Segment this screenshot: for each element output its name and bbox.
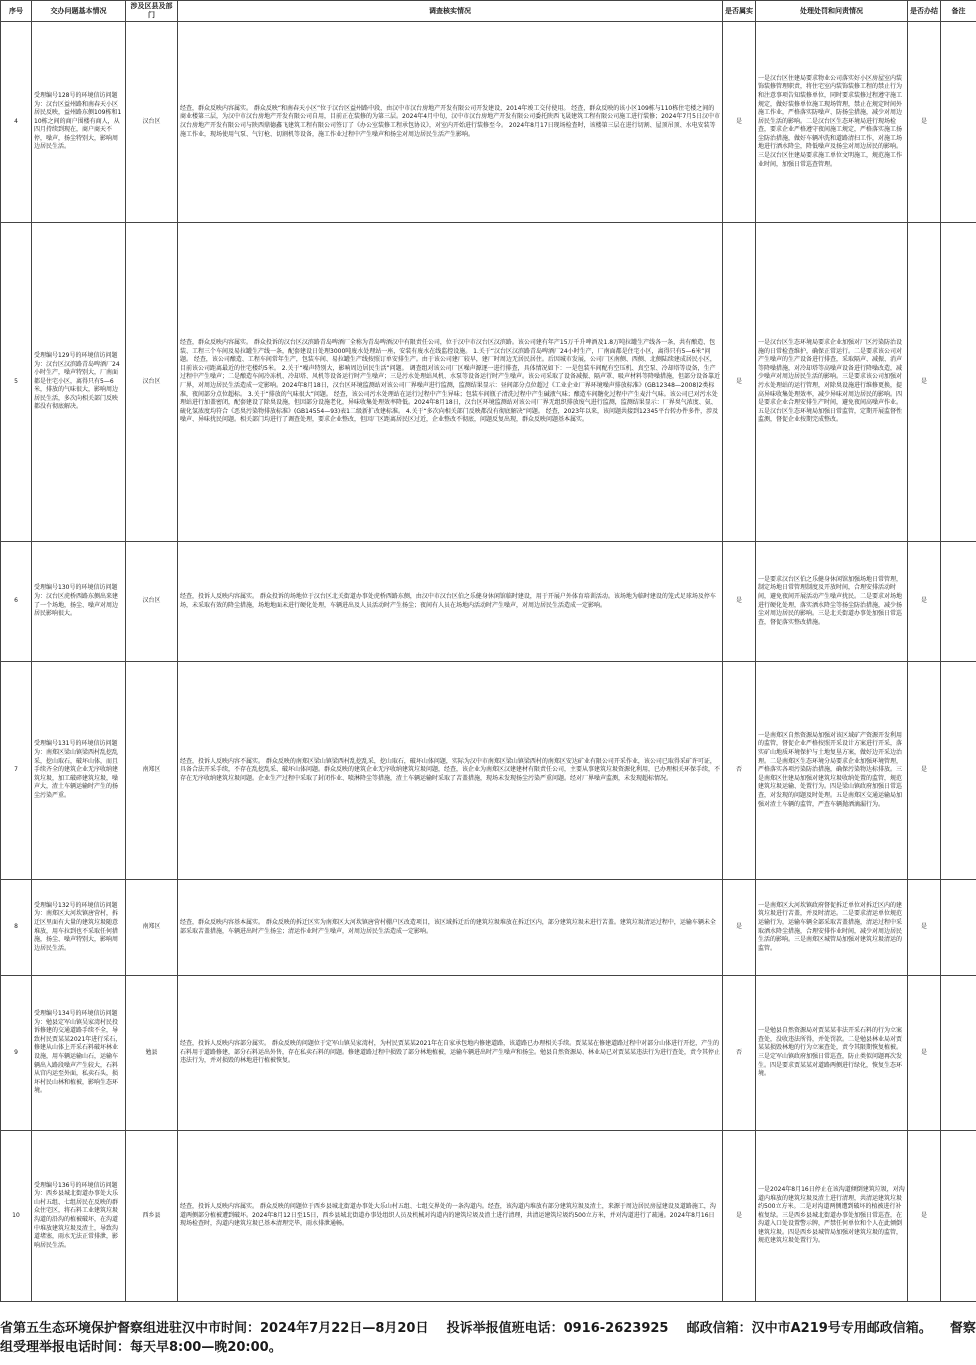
table-row <box>1 22 976 223</box>
row-num: 6 <box>1 542 32 662</box>
row-survey: 经查，投诉人反映内容属实。 群众投诉的场地位于汉台区北关街道办事处虎桥西路东侧，由汉中市汉台区伯之乐健身休闲馆临时建设，用于开展户外体育培训活动。该场地为临时建设的笼式足球场及停车场，未采取有效的降尘措施，场地地面未进行硬化处理，车辆进出及人员活动时产生扬尘；夜间有人员在场地内活动时产生噪声，对周边居民生活造成一定影响。 <box>178 542 723 662</box>
row-survey: 经查，投诉人反映内容不属实。 群众反映的南郑区梁山镇梁西村乱挖乱采，挖山取石，破坏山体问题，实际为汉中市南郑区梁山镇梁西村的南郑区安达矿业有限公司开采作业，该公司已取得采矿许可证，具备合法开采手续，不存在乱挖乱采、破坏山体问题。群众反映的建筑企业无序收纳建筑垃圾问题，经查，该企业为南郑区汉建建材有限责任公司，主要从事建筑垃圾资源化利用，已办理相关环保手续，不存在无序收纳建筑垃圾问题。企业生产过程中采取了封闭作业、喷淋降尘等措施，渣土车辆运输时采取了苫盖措施，现场未发现扬尘污染严重问题。经对厂界噪声监测，未发现超标情况。 <box>178 662 723 880</box>
row-note <box>941 880 976 976</box>
row-note <box>941 22 976 223</box>
row-closed: 是 <box>908 880 941 976</box>
row-closed: 是 <box>908 662 941 880</box>
row-handle: 一是勉县自然资源局对贾某某非法开采石料的行为立案查处，没收违法所得，并处罚款。二是勉县林业局对贾某某损毁林地的行为立案查处，责令其限期恢复植被。三是定军山镇政府加强日常巡查，防止类似问题再次发生。四是要求贾某某对道路两侧进行绿化，恢复生态环境。 <box>756 976 908 1131</box>
header-survey: 调查核实情况 <box>178 1 723 22</box>
row-verified: 是 <box>723 542 756 662</box>
row-closed: 是 <box>908 976 941 1131</box>
row-note <box>941 542 976 662</box>
row-handle: 一是汉台区住建局要求物业公司落实好小区房屋室内装饰装修管理职责，将住宅室内装饰装修工程的禁止行为和注意事项告知装修单位，同时要求装修过程遵守施工规定，做好装修单位施工现场管理，禁止在规定时间外施工作业，严格落实防噪声、防扬尘措施，减少对周边居民生活的影响。二是汉台区生态环境局进行现场检查，要求企业严格遵守夜间施工规定，严格落实施工扬尘防治措施，做好车辆冲洗和道路清扫工作，对施工场地进行洒水降尘，降低噪声及扬尘对周边居民的影响。三是汉台区住建局要求施工单位文明施工，规范施工作业时间，加强日常巡查管理。 <box>756 22 908 223</box>
row-survey: 经查，群众反映内容属实。 群众反映“和南春天小区”位于汉台区益州路中段，由汉中市汉台房地产开发有限公司开发建设，2014年竣工交付使用。 经查，群众反映的该小区109栋与110栋住宅楼之间的商业楼第三层，为汉中市汉台房地产开发有限公司自用，目前正在装修的为第三层。2024年4月中旬，汉中市汉台房地产开发有限公司委托陕西飞晟建筑工程有限公司施工进行装修；2024年7月5日汉中市汉台房地产开发有限公司与陕西鼎德鑫飞建筑工程有限公司签订了《办公室装修工程承包协议》，对室内开始进行装修至今。 2024年8月17日现场检查时，该楼第三层在进行切割、屋顶吊顶、水电安装等施工作业，现场使用气泵、气钉枪、切割机等设备，施工作业过程中产生噪声和扬尘对周边居民生活产生影响。 <box>178 22 723 223</box>
footer-phone: 投诉举报值班电话：0916-2623925 <box>447 1321 669 1336</box>
row-issue: 受理编号132号的环境信访问题为：南郑区大河坎镇唐营村，拆迁区里面有大量的建筑垃圾随意堆放，用车拉到也不采取任何措施，扬尘、噪声特别大，影响周边居民生活。 <box>32 880 126 976</box>
row-closed: 是 <box>908 22 941 223</box>
row-closed: 是 <box>908 542 941 662</box>
row-verified: 是 <box>723 22 756 223</box>
table-row <box>1 880 976 976</box>
row-handle: 一是2024年8月16日停止在该沟道倾倒建筑垃圾，对沟道内堆放的建筑垃圾及渣土进行清理，共清运建筑垃圾约500立方米。二是对沟道两侧遭到破坏的植被进行补植复绿。三是西乡县城北街道办事处加强日常巡查，在沟道入口处设置警示牌，严禁任何单位和个人在此倾倒建筑垃圾。四是西乡县城管局加强对建筑垃圾的监管，规范建筑垃圾处置行为。 <box>756 1131 908 1302</box>
header-num: 序号 <box>1 1 32 22</box>
row-issue: 受理编号129号的环境信访问题为：汉台区汉滨路青岛啤酒厂24小时生产，噪声特别大，厂南面都是住宅小区，离得只有5—6米，排放的气味很大，影响周边居民生活，多次向相关部门反映都没有彻底解决。 <box>32 223 126 542</box>
row-verified: 是 <box>723 223 756 542</box>
row-district: 南郑区 <box>126 880 178 976</box>
row-issue: 受理编号134号的环境信访问题为：勉县定军山镇吴家湾村民投诉修建的交通道路手续不全，导致村民贾某某2021年进行采石，修建从山体上开采石料破坏林业设施，用车辆运输山石，运输车辆出入路段噪声产生较大，石料从宫内运至外面，私卖石头，损坏村民山林和植被，影响生态环境。 <box>32 976 126 1131</box>
footer-period: 省第五生态环境保护督察组进驻汉中市时间：2024年7月22日—8月20日 <box>0 1321 428 1336</box>
row-num: 7 <box>1 662 32 880</box>
row-verified: 否 <box>723 976 756 1131</box>
row-verified: 是 <box>723 1131 756 1302</box>
header-handle: 处理处罚和问责情况 <box>756 1 908 22</box>
row-issue: 受理编号128号的环境信访问题为：汉台区益州路和南春天小区居民反映，益州路东侧109栋和110栋之间的商户围楼有商人，从四月持续到现在，商户商天不停，噪声，扬尘特别大，影响周边居民生活。 <box>32 22 126 223</box>
table-row <box>1 542 976 662</box>
header-issue: 交办问题基本情况 <box>32 1 126 22</box>
row-closed: 是 <box>908 1131 941 1302</box>
row-survey: 经查，投诉人反映内容属实。 群众反映的问题位于西乡县城北街道办事处大乐山村五组、七组交界处的一条沟道内。经查，该沟道内堆放有部分建筑垃圾及渣土，来源于周边居民房屋建设及道路施工，沟道两侧部分植被遭到破坏。2024年8月12日至15日，西乡县城北街道办事处组织人员及机械对沟道内的建筑垃圾及渣土进行清理，共清运建筑垃圾约500立方米，并对沟道进行了疏通。2024年8月16日现场检查时，沟道内建筑垃圾已基本清理完毕，雨水排泄通畅。 <box>178 1131 723 1302</box>
header-verified: 是否属实 <box>723 1 756 22</box>
row-survey: 经查，群众反映内容属实。 群众投诉的汉台区汉滨路青岛啤酒厂全称为青岛啤酒汉中有限责任公司，位于汉中市汉台区汉滨路。该公司建有年产15万千升啤酒及1.8万吨拉罐生产线各一条，共有酿造、包装、工程三个车间及易拉罐生产线一条，配套建设日处理3000吨废水处理站一座，安装有废水在线监控设施。 1.关于“汉台区汉滨路青岛啤酒厂24小时生产，厂南面都是住宅小区，离得只有5—6米”问题。 经查，该公司酿造、工程车间常年生产，包装车间、易拉罐生产线按照订单安排生产。由于该公司建厂较早，建厂时周边无居民居住。后因城市发展，公司厂区南侧、西侧、北侧陆续建成居民小区，目前该公司距离最近的住宅楼约5米。 2.关于“噪声特别大，影响周边居民生活”问题。 调查组对该公司厂区噪声源逐一进行排查，具体情况如下：一是包装车间配有空压机、真空泵、冷却塔等设备，生产过程中产生噪声；二是酿造车间冷冻机、冷却塔、风机等设备运行时产生噪声；三是污水处理站风机、水泵等设备运行时产生噪声。该公司采取了设备减振、隔声罩、吸声材料等降噪措施，但部分设备靠近厂界，对周边居民生活造成一定影响。2024年8月18日，汉台区环境监测站对该公司厂界噪声进行监测，监测结果显示：昼间部分点位超过《工业企业厂界环境噪声排放标准》(GB12348—2008)2类标准，夜间部分点位超标。 3.关于“排放的气味很大”问题。 经查，该公司污水处理站在运行过程中产生异味；包装车间瓶子清洗过程中产生碱液气味；酿造车间糖化过程中产生麦汁气味。该公司已对污水处理站进行加盖密闭，配套建设了除臭设施，但因部分设施老化，异味收集处理效率降低。2024年8月18日，汉台区环境监测站对该公司厂界无组织排放废气进行监测，监测结果显示：厂界臭气浓度、氨、硫化氢浓度均符合《恶臭污染物排放标准》(GB14554—93)表1二级新扩改建标准。 4.关于“多次向相关部门反映都没有彻底解决”问题。 经查，2023年以来，该问题共接到12345平台转办件多件，涉及噪声、异味扰民问题。相关部门均进行了调查处理，要求企业整改，但因厂区距离居民区过近，企业整改不彻底，问题反复出现，群众反映问题基本属实。 <box>178 223 723 542</box>
row-num: 9 <box>1 976 32 1131</box>
row-district: 勉县 <box>126 976 178 1131</box>
row-verified: 是 <box>723 880 756 976</box>
footer-hours: 督察组受理举报电话时间：每天早8:00—晚20:00。 <box>0 1321 976 1355</box>
row-handle: 一是汉台区生态环境局要求企业加强对厂区污染防治设施的日常检查维护，确保正常运行。二是要求该公司对产生噪声的生产设备进行排查，采取隔声、减振、消声等降噪措施，对冷却塔等高噪声设备进行降噪改造，减少噪声对周边居民生活的影响。三是要求该公司加强对污水处理站的运行管理，对除臭设施进行维修更换，提高异味收集处理效率，减少异味对周边居民的影响。四是要求企业合理安排生产时间，避免夜间高噪声作业。五是汉台区生态环境局加强日常监管，定期开展监督性监测，督促企业按期完成整改。 <box>756 223 908 542</box>
row-handle: 一是要求汉台区伯之乐健身休闲馆加强场地日常管理，制定场地日常管理制度及开放时间，合理安排活动时间，避免夜间开展活动产生噪声扰民。二是要求对场地进行硬化处理，落实洒水降尘等扬尘防治措施，减少扬尘对周边居民的影响。三是北关街道办事处加强日常巡查，督促落实整改措施。 <box>756 542 908 662</box>
row-district: 西乡县 <box>126 1131 178 1302</box>
row-issue: 受理编号130号的环境信访问题为：汉台区虎桥西路东侧出来建了一个场地，扬尘、噪声对周边居民影响很大。 <box>32 542 126 662</box>
table-row <box>1 1131 976 1302</box>
row-survey: 经查，群众反映内容基本属实。 群众反映的拆迁区实为南郑区大河坎镇唐营村棚户区改造项目，该区域拆迁后的建筑垃圾堆放在拆迁区内，部分建筑垃圾未进行苫盖。建筑垃圾清运过程中，运输车辆未全部采取苫盖措施，车辆进出时产生扬尘；清运作业时产生噪声，对周边居民生活造成一定影响。 <box>178 880 723 976</box>
row-note <box>941 1131 976 1302</box>
row-note <box>941 976 976 1131</box>
row-num: 5 <box>1 223 32 542</box>
table-row <box>1 223 976 542</box>
row-district: 汉台区 <box>126 22 178 223</box>
header-note: 备注 <box>941 1 976 22</box>
header-row <box>1 1 976 22</box>
row-note <box>941 662 976 880</box>
header-district: 涉及区县及部门 <box>126 1 178 22</box>
row-issue: 受理编号131号的环境信访问题为：南郑区梁山镇梁西村乱挖乱采，挖山取石，破坏山体，而且手续齐全的建筑企业无序收纳建筑垃圾，加工破碎建筑垃圾，噪声大，渣土车辆运输时产生的扬尘污染严重。 <box>32 662 126 880</box>
row-district: 南郑区 <box>126 662 178 880</box>
row-num: 8 <box>1 880 32 976</box>
row-district: 汉台区 <box>126 542 178 662</box>
row-district: 汉台区 <box>126 223 178 542</box>
row-num: 10 <box>1 1131 32 1302</box>
row-survey: 经查，投诉人反映内容部分属实。 群众反映的问题位于定军山镇吴家湾村，为村民贾某某2021年在自家承包地内修建道路，该道路已办理相关手续。贾某某在修建道路过程中对部分山体进行开挖，产生的石料用于道路修建，部分石料运出外售，存在私卖石料的问题。修建道路过程中损毁了部分林地植被，运输车辆进出时产生噪声和扬尘。勉县自然资源局、林业局已对贾某某违法行为进行查处，责令其停止违法行为，并对损毁的林地进行植被恢复。 <box>178 976 723 1131</box>
table-row <box>1 976 976 1131</box>
row-note <box>941 223 976 542</box>
table-row <box>1 662 976 880</box>
row-num: 4 <box>1 22 32 223</box>
header-closed: 是否办结 <box>908 1 941 22</box>
supervision-footer <box>0 1317 976 1365</box>
row-verified: 否 <box>723 662 756 880</box>
row-issue: 受理编号136号的环境信访问题为：西乡县城北街道办事处大乐山村五组、七组居民在反映的群众住宅区，将石料工业建筑垃圾沟道的沿沟的植被破坏，在沟道中堆放建筑垃圾及渣土，导致沟道堵塞，雨水无法正常排泄，影响居民生活。 <box>32 1131 126 1302</box>
row-closed: 是 <box>908 223 941 542</box>
footer-mailbox: 邮政信箱：汉中市A219号专用邮政信箱。 <box>687 1321 932 1336</box>
row-handle: 一是南郑区大河坎镇政府督促拆迁单位对拆迁区内的建筑垃圾进行苫盖，并及时清运。二是要求清运单位规范运输行为，运输车辆全部采取苫盖措施，清运过程中采取洒水降尘措施，合理安排作业时间，减少对周边居民生活的影响。三是南郑区城管局加强对建筑垃圾清运的监管。 <box>756 880 908 976</box>
row-handle: 一是南郑区自然资源局加强对该区域矿产资源开发利用的监管，督促企业严格按照开采设计方案进行开采，落实矿山地质环境保护与土地复垦方案，做好边开采边治理。二是南郑区生态环境分局要求企业加强环境管理，严格落实各项污染防治措施，确保污染物达标排放。三是南郑区住建局加强对建筑垃圾收纳处置的监管，规范建筑垃圾运输、处置行为。四是梁山镇政府加强日常巡查，对发现的问题及时处理。五是南郑区交通运输局加强对渣土车辆的监管，严查车辆抛洒滴漏行为。 <box>756 662 908 880</box>
